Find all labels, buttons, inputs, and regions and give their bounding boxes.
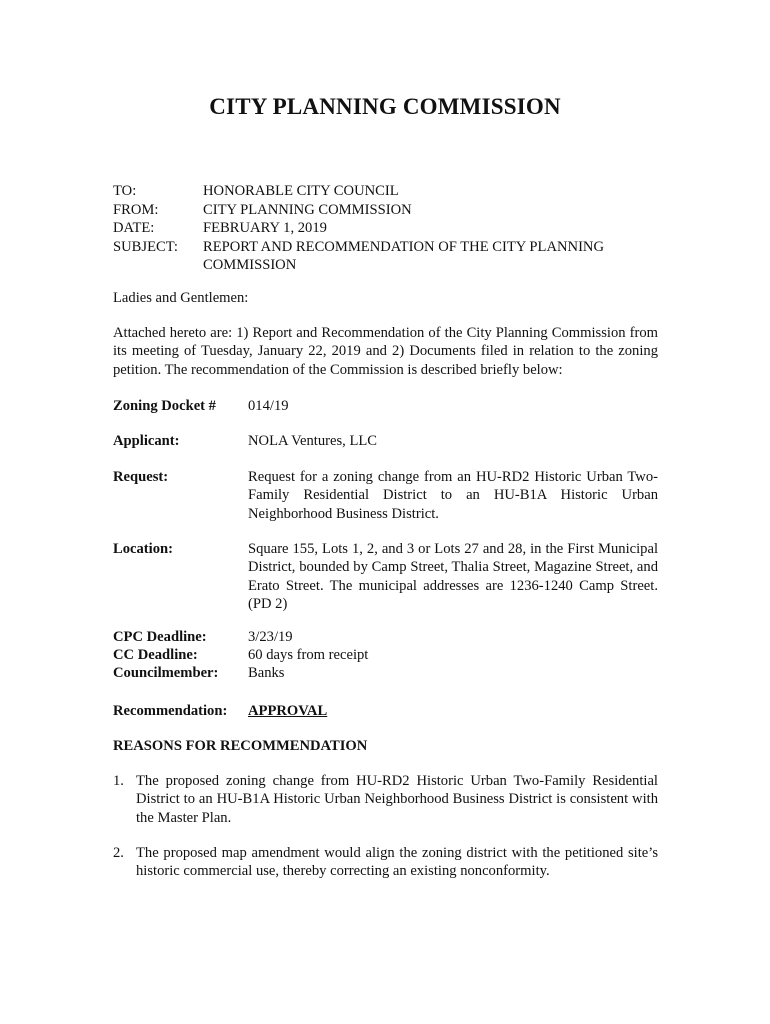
cpc-deadline-field [113,628,658,646]
cc-deadline-field [113,646,658,664]
cpc-deadline-label: CPC Deadline: [113,629,207,645]
applicant-value: NOLA Ventures, LLC [248,433,378,449]
councilmember-field [113,664,658,682]
cc-deadline-value: 60 days from receipt [248,647,369,663]
memo-date-value: FEBRUARY 1, 2019 [203,220,327,236]
memo-subject-row [113,238,658,275]
applicant-label: Applicant: [113,433,180,449]
memo-from-label: FROM: [113,201,159,218]
location-label: Location: [113,541,173,557]
salutation: Ladies and Gentlemen: [113,290,249,306]
recommendation-value: APPROVAL [248,703,328,719]
zoning-docket-value: 014/19 [248,398,289,414]
memo-from-row [113,201,658,220]
intro-paragraph: Attached hereto are: 1) Report and Recommendation of the City Planning Commission from its meeting of Tuesday, January 22, 2019 and 2) Documents filed in relation to the zoning petition. The recommendation of the Commission is described briefly below: [113,325,658,378]
memo-to-label: TO: [113,183,137,199]
memo-to-value: HONORABLE CITY COUNCIL [203,183,399,199]
memo-date-row [113,219,658,238]
memo-date-label: DATE: [113,220,155,236]
memo-from-value: CITY PLANNING COMMISSION [203,201,412,218]
reason-number: 1. [113,773,124,789]
reason-text: The proposed map amendment would align the zoning district with the petitioned site’s historic commercial use, thereby correcting an existing nonconformity. [136,845,658,880]
location-field [113,540,658,613]
recommendation-label: Recommendation: [113,703,228,719]
reason-item [113,844,658,881]
page-title: CITY PLANNING COMMISSION [209,94,561,119]
applicant-field [113,432,658,450]
zoning-docket-field [113,397,658,415]
zoning-docket-label: Zoning Docket # [113,398,216,414]
recommendation-field [113,702,658,720]
request-field [113,468,658,523]
councilmember-label: Councilmember: [113,665,219,681]
councilmember-value: Banks [248,665,285,681]
reasons-heading: REASONS FOR RECOMMENDATION [113,738,368,754]
reason-number: 2. [113,845,124,861]
reason-item [113,772,658,827]
memo-to-row [113,182,658,201]
location-value: Square 155, Lots 1, 2, and 3 or Lots 27 and 28, in the First Municipal District, bounded by Camp Street, Thalia Street, Magazine Street, and Erato Street. The municipal addresses are 1236-1240 Camp Street. (PD 2) [248,541,658,612]
memo-subject-value: REPORT AND RECOMMENDATION OF THE CITY PLANNING COMMISSION [203,238,605,273]
memo-header [113,182,658,275]
cpc-deadline-value: 3/23/19 [248,629,293,645]
cc-deadline-label: CC Deadline: [113,647,198,663]
reason-text: The proposed zoning change from HU-RD2 Historic Urban Two-Family Residential District to an HU-B1A Historic Urban Neighborhood Business District is consistent with the Master Plan. [136,773,658,826]
memo-subject-label: SUBJECT: [113,238,178,255]
request-label: Request: [113,469,169,485]
request-value: Request for a zoning change from an HU-RD2 Historic Urban Two-Family Residential District to an HU-B1A Historic Urban Neighborhood Business District. [248,469,658,522]
